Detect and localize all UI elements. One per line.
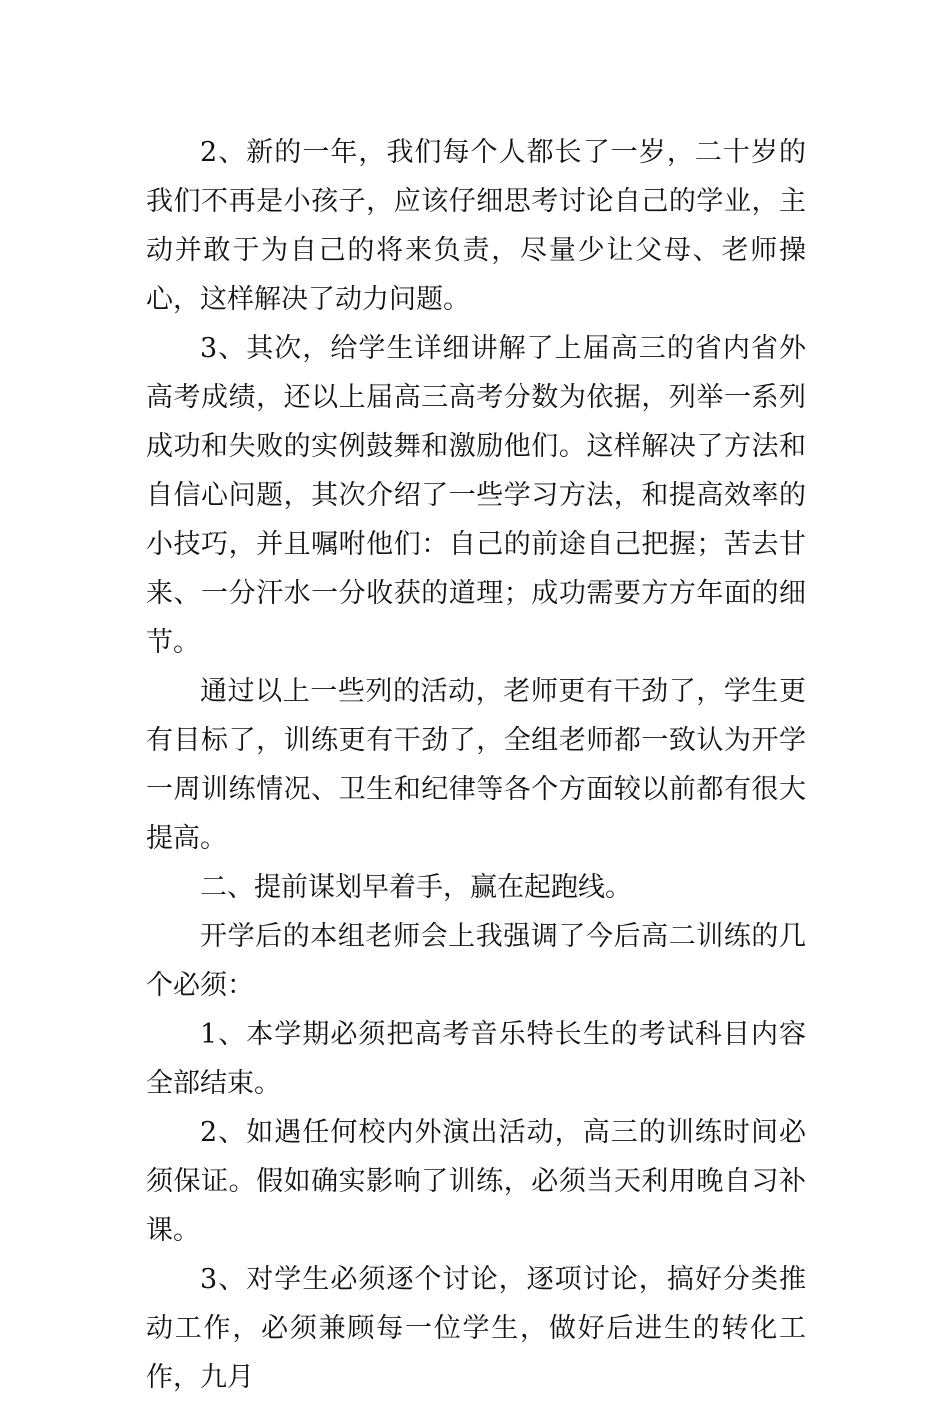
list-item-1: 1、本学期必须把高考音乐特长生的考试科目内容全部结束。 <box>146 1019 806 1099</box>
section-heading: 二、提前谋划早着手，赢在起跑线。 <box>200 872 632 903</box>
paragraph-1: 2、新的一年，我们每个人都长了一岁，二十岁的我们不再是小孩子，应该仔细思考讨论自己的学业，主动并敢于为自己的将来负责，尽量少让父母、老师操心，这样解决了动力问题。 <box>146 137 806 315</box>
paragraph-2: 3、其次，给学生详细讲解了上届高三的省内省外高考成绩，还以上届高三高考分数为依据，列举一系列成功和失败的实例鼓舞和激励他们。这样解决了方法和自信心问题，其次介绍了一些学习方法，和提高效率的小技巧，并且嘱咐他们：自己的前途自己把握；苦去甘来、一分汗水一分收获的道理；成功需要方方年面的细节。 <box>146 333 806 658</box>
paragraph-3: 通过以上一些列的活动，老师更有干劲了，学生更有目标了，训练更有干劲了，全组老师都一致认为开学一周训练情况、卫生和纪律等各个方面较以前都有很大提高。 <box>146 676 806 854</box>
list-item-2: 2、如遇任何校内外演出活动，高三的训练时间必须保证。假如确实影响了训练，必须当天利用晚自习补课。 <box>146 1117 806 1246</box>
list-item-3: 3、对学生必须逐个讨论，逐项讨论，搞好分类推动工作，必须兼顾每一位学生，做好后进生的转化工作，九月 <box>146 1264 806 1393</box>
paragraph-4: 开学后的本组老师会上我强调了今后高二训练的几个必须： <box>146 921 806 1001</box>
document-page <box>146 128 806 1402</box>
